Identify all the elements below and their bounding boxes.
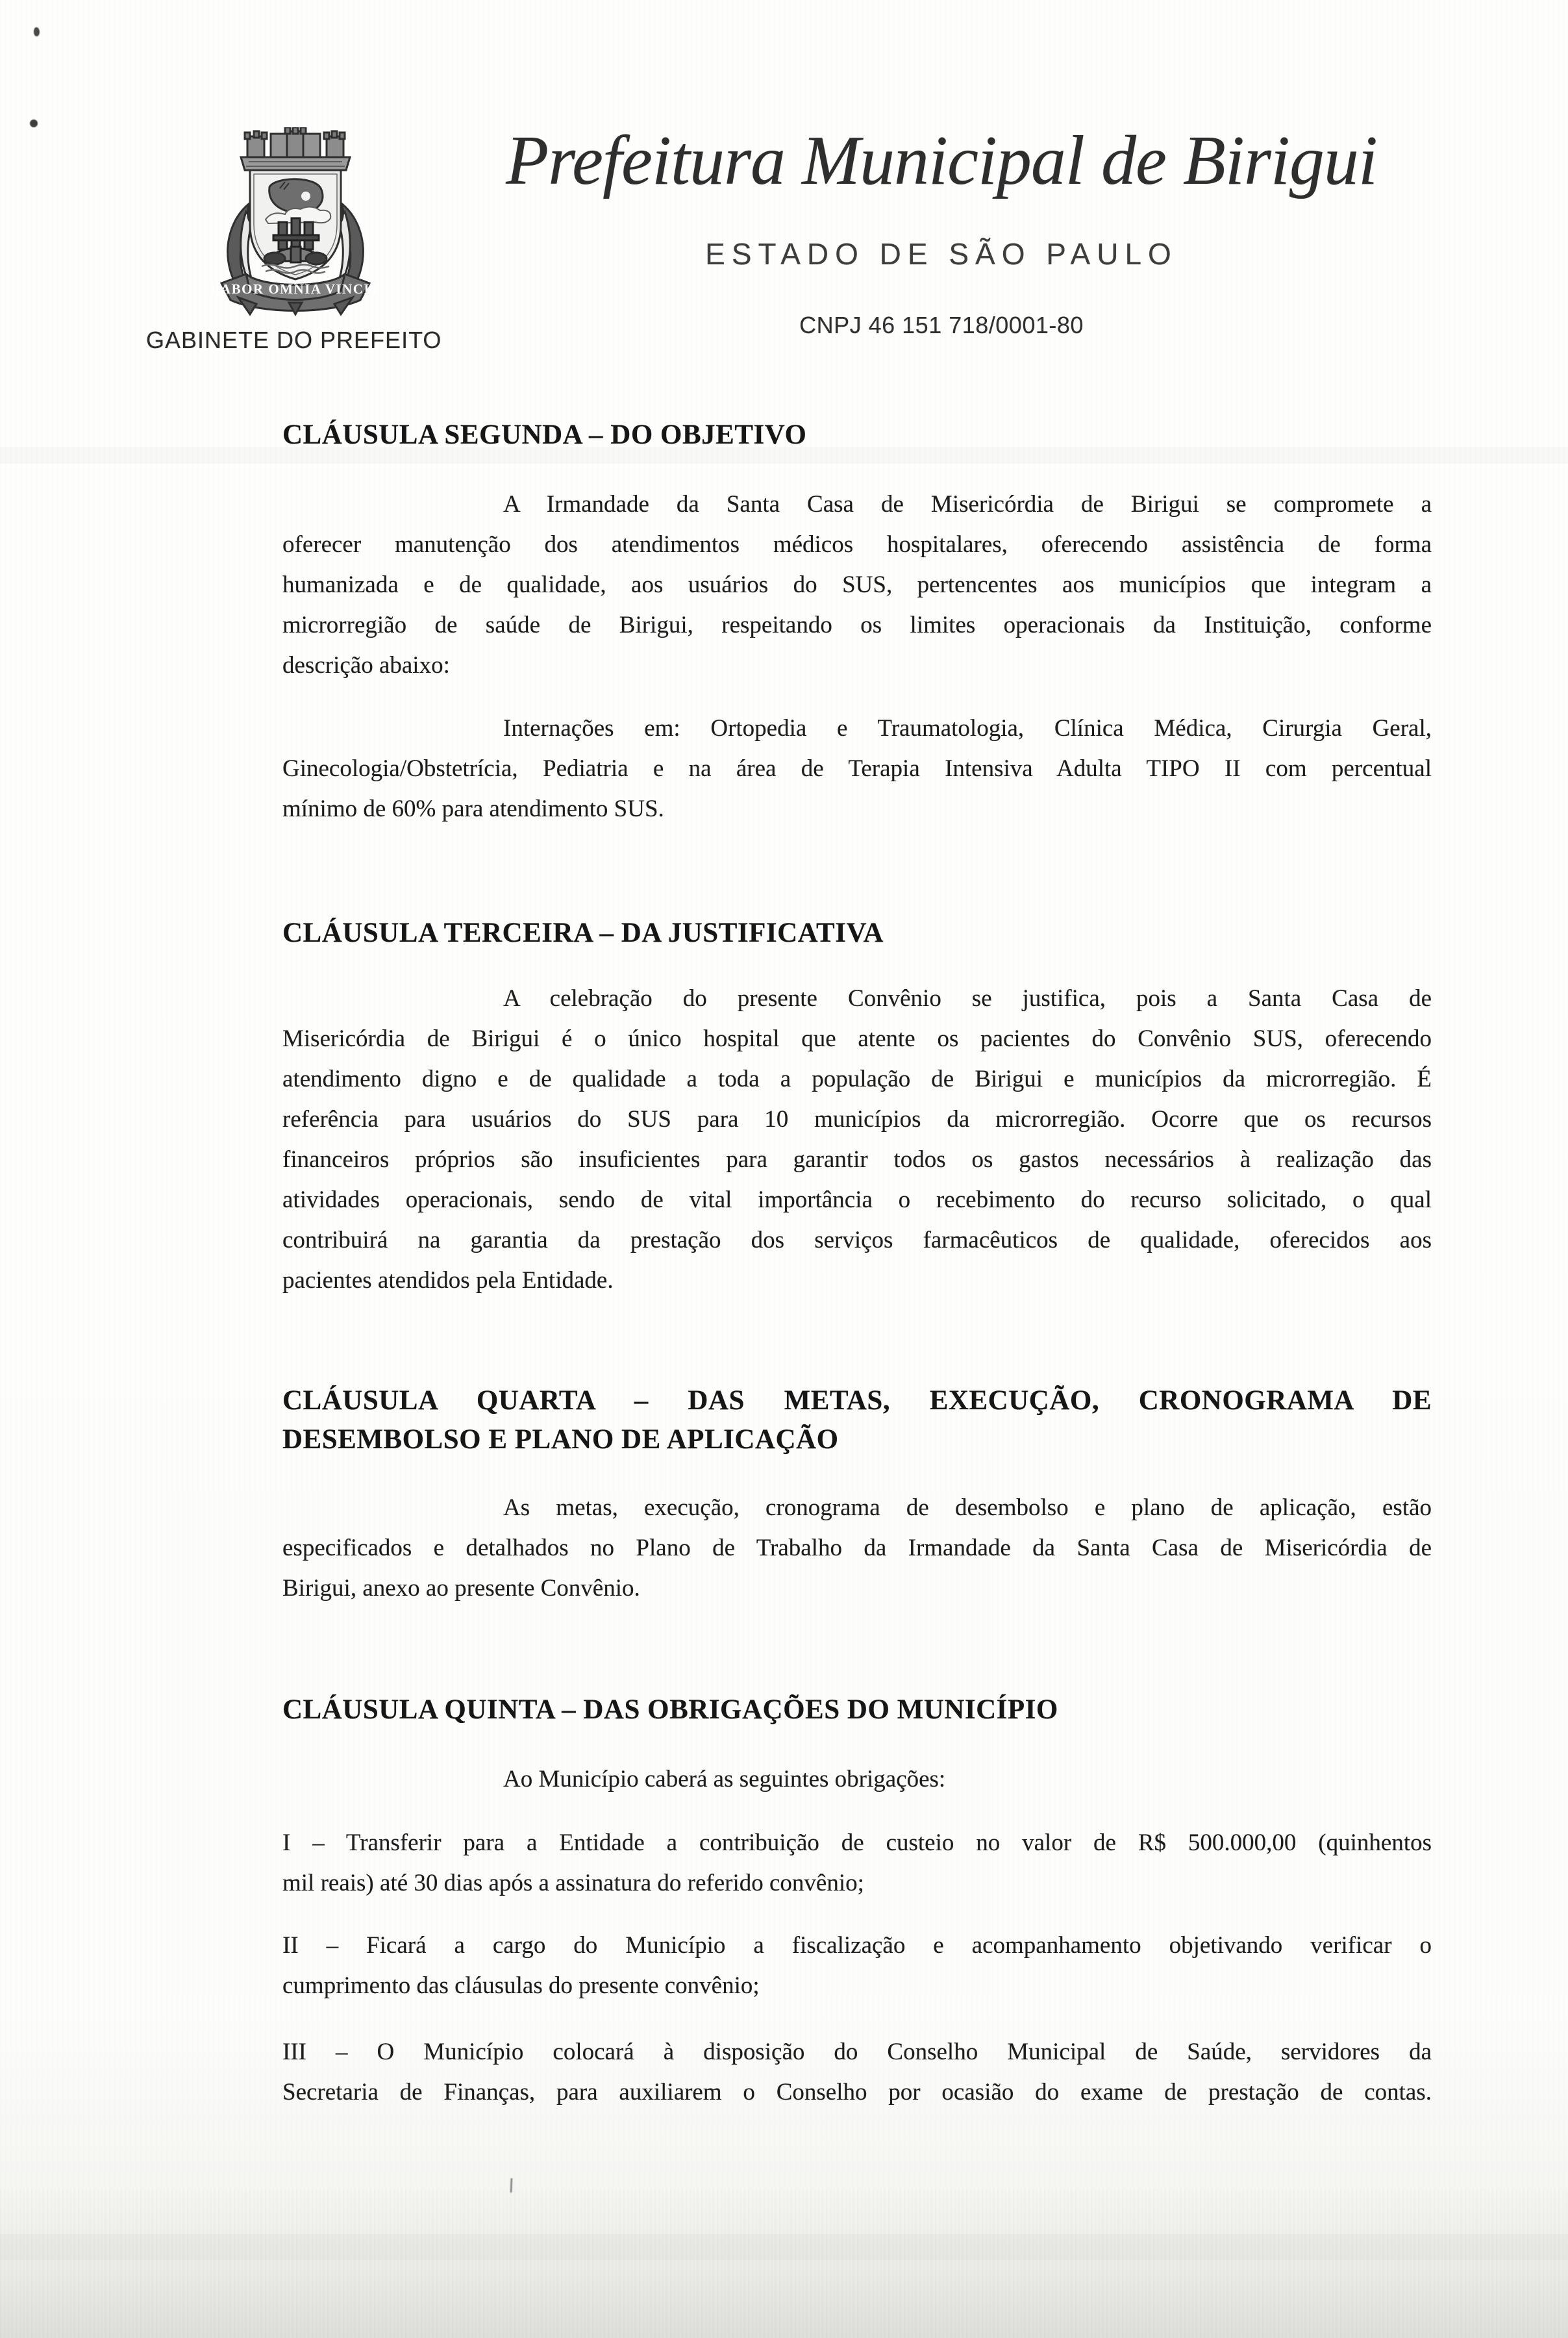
body-line: cumprimento das cláusulas do presente convênio; xyxy=(282,1972,760,1999)
body-line: oferecer manutenção dos atendimentos médicos hospitalares, oferecendo assistência de forma xyxy=(282,531,1432,558)
body-line: mínimo de 60% para atendimento SUS. xyxy=(282,796,664,822)
body-line-item-1: I – Transferir para a Entidade a contribuição de custeio no valor de R$ 500.000,00 (quinhentos xyxy=(282,1829,1432,1856)
scan-speck xyxy=(34,27,40,36)
body-line: humanizada e de qualidade, aos usuários do SUS, pertencentes aos municípios que integram a xyxy=(282,572,1432,598)
clause-heading-quarta-line2: DESEMBOLSO E PLANO DE APLICAÇÃO xyxy=(282,1424,839,1455)
body-line: Ao Município caberá as seguintes obrigações: xyxy=(503,1766,946,1792)
body-line-item-3: III – O Município colocará à disposição do Conselho Municipal de Saúde, servidores da xyxy=(282,2039,1432,2065)
body-line: contribuirá na garantia da prestação dos serviços farmacêuticos de qualidade, oferecidos aos xyxy=(282,1227,1432,1253)
office-label: GABINETE DO PREFEITO xyxy=(146,327,442,353)
body-line: especificados e detalhados no Plano de Trabalho da Irmandade da Santa Casa de Misericórdia de xyxy=(282,1535,1432,1561)
shield-icon xyxy=(250,170,341,279)
leaves-icon xyxy=(264,253,285,264)
body-line: A celebração do presente Convênio se justifica, pois a Santa Casa de xyxy=(503,985,1432,1012)
motto-text: LABOR OMNIA VINCIT xyxy=(212,281,379,297)
body-line: atividades operacionais, sendo de vital importância o recebimento do recurso solicitado, o qual xyxy=(282,1187,1432,1213)
body-line: financeiros próprios são insuficientes para garantir todos os gastos necessários à realização das xyxy=(282,1146,1432,1173)
body-line: microrregião de saúde de Birigui, respeitando os limites operacionais da Instituição, conforme xyxy=(282,612,1432,638)
body-line: mil reais) até 30 dias após a assinatura do referido convênio; xyxy=(282,1870,864,1896)
body-line: pacientes atendidos pela Entidade. xyxy=(282,1267,614,1294)
letterhead-cnpj: CNPJ 46 151 718/0001-80 xyxy=(799,312,1084,338)
body-line-item-2: II – Ficará a cargo do Município a fiscalização e acompanhamento objetivando verificar o xyxy=(282,1932,1432,1959)
body-line: atendimento digno e de qualidade a toda a população de Birigui e municípios da microrregião. É xyxy=(282,1066,1432,1092)
body-line: A Irmandade da Santa Casa de Misericórdia de Birigui se compromete a xyxy=(503,491,1432,518)
scan-speck xyxy=(30,119,38,127)
body-line: Ginecologia/Obstetrícia, Pediatria e na área de Terapia Intensiva Adulta TIPO II com percentual xyxy=(282,755,1432,782)
body-line: Secretaria de Finanças, para auxiliarem o Conselho por ocasião do exame de prestação de contas. xyxy=(282,2079,1432,2105)
body-line: referência para usuários do SUS para 10 municípios da microrregião. Ocorre que os recursos xyxy=(282,1106,1432,1133)
body-line: Misericórdia de Birigui é o único hospital que atente os pacientes do Convênio SUS, oferecendo xyxy=(282,1025,1432,1052)
body-line: As metas, execução, cronograma de desembolso e plano de aplicação, estão xyxy=(503,1494,1432,1521)
letterhead-title: Prefeitura Municipal de Birigui xyxy=(506,122,1377,199)
body-line: Birigui, anexo ao presente Convênio. xyxy=(282,1575,640,1602)
coat-of-arms xyxy=(212,127,379,322)
clause-heading-segunda: CLÁUSULA SEGUNDA – DO OBJETIVO xyxy=(282,420,807,450)
body-line: Internações em: Ortopedia e Traumatologia, Clínica Médica, Cirurgia Geral, xyxy=(503,715,1432,742)
body-line: descrição abaixo: xyxy=(282,652,450,679)
coat-of-arms-graphic xyxy=(212,127,379,322)
letterhead-state: ESTADO DE SÃO PAULO xyxy=(705,237,1178,271)
mural-crown-icon xyxy=(241,127,350,170)
clause-heading-quarta-line1: CLÁUSULA QUARTA – DAS METAS, EXECUÇÃO, CRONOGRAMA DE xyxy=(282,1385,1432,1416)
clause-heading-quinta: CLÁUSULA QUINTA – DAS OBRIGAÇÕES DO MUNICÍPIO xyxy=(282,1694,1058,1725)
clause-heading-terceira: CLÁUSULA TERCEIRA – DA JUSTIFICATIVA xyxy=(282,918,884,948)
scan-noise-band xyxy=(0,2189,1568,2338)
leaves-icon xyxy=(306,253,327,264)
